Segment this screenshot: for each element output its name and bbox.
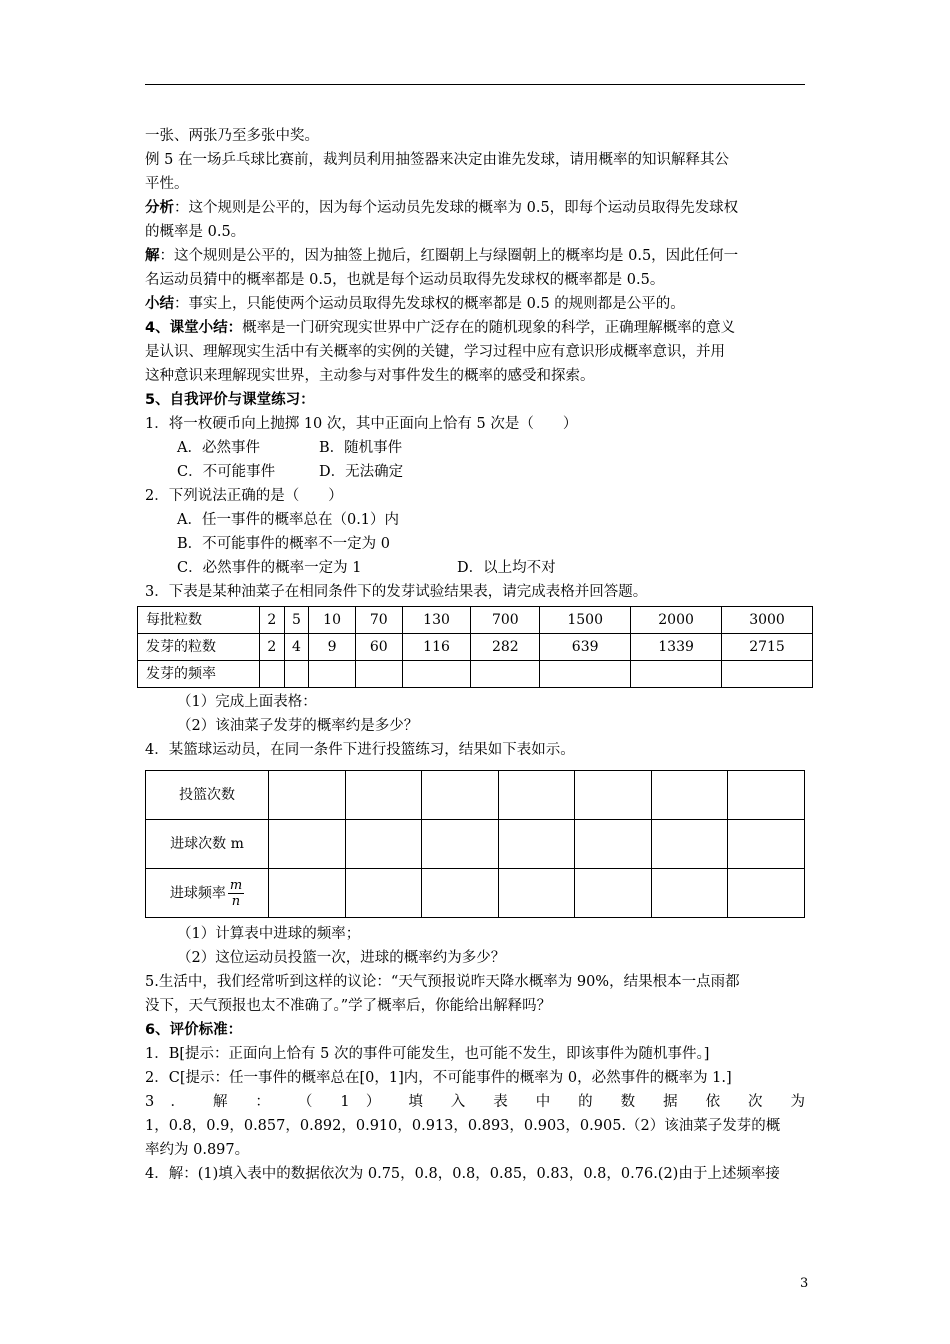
summary-label: 小结 (145, 296, 174, 312)
answer-2: 2．C[提示：任一事件的概率总在[0，1]内，不可能事件的概率为 0，必然事件的概率为 1.] (145, 1070, 732, 1086)
table-cell (498, 869, 575, 918)
table-row (146, 820, 805, 869)
table-cell (309, 661, 356, 688)
table-cell: 70 (355, 607, 402, 634)
table-cell (728, 820, 805, 869)
example-5-line: 平性。 (145, 176, 189, 192)
table-cell (345, 869, 422, 918)
table-cell: 2 (260, 607, 285, 634)
frequency-label-text: 进球频率 (169, 885, 226, 901)
analysis-text: ：这个规则是公平的，因为每个运动员先发球的概率为 0.5，即每个运动员取得先发球权 (174, 200, 739, 216)
question-3-part-1: （1）完成上面表格： (177, 694, 317, 710)
table-cell (728, 771, 805, 820)
table-cell: 1500 (540, 607, 631, 634)
table-cell: 116 (402, 634, 471, 661)
table-cell: 2 (260, 634, 285, 661)
germination-table (137, 606, 813, 688)
question-5-line: 没下，天气预报也太不准确了。”学了概率后，你能给出解释吗？ (145, 998, 552, 1014)
table-cell (269, 771, 346, 820)
fraction-numerator: m (229, 877, 243, 893)
analysis-line: 的概率是 0.5。 (145, 224, 246, 240)
question-4: 4．某篮球运动员，在同一条件下进行投篮练习，结果如下表如示。 (145, 742, 575, 758)
table-row (138, 634, 813, 661)
answer-4: 4．解：(1)填入表中的数据依次为 0.75，0.8，0.8，0.85，0.83，0.8，0.76.(2)由于上述频率接 (145, 1166, 780, 1182)
fraction-denominator: n (231, 893, 241, 909)
section-5-heading: 5、自我评价与课堂练习： (145, 392, 315, 408)
table-cell (540, 661, 631, 688)
table-cell: 130 (402, 607, 471, 634)
table-cell: 4 (284, 634, 309, 661)
row-label-frequency (146, 869, 269, 918)
table-row (146, 771, 805, 820)
question-2-options-row (145, 556, 805, 580)
question-1: 1．将一枚硬币向上抛掷 10 次，其中正面向上恰有 5 次是（ ） (145, 416, 578, 432)
table-cell (631, 661, 722, 688)
question-3: 3．下表是某种油菜子在相同条件下的发芽试验结果表，请完成表格并回答题。 (145, 584, 648, 600)
question-4-part-2: （2）这位运动员投篮一次，进球的概率约为多少？ (177, 950, 506, 966)
section-6-heading: 6、评价标准： (145, 1022, 243, 1038)
answer-3-line: 1，0.8，0.9，0.857，0.892，0.910，0.913，0.893，0.903，0.905.（2）该油菜子发芽的概 (145, 1118, 781, 1134)
table-cell (722, 661, 813, 688)
table-cell (422, 820, 499, 869)
table-cell (260, 661, 285, 688)
table-cell (651, 820, 728, 869)
table-cell (269, 869, 346, 918)
solution-line: 名运动员猜中的概率都是 0.5，也就是每个运动员取得先发球权的概率都是 0.5。 (145, 272, 665, 288)
table-cell (728, 869, 805, 918)
table-cell: 60 (355, 634, 402, 661)
table-cell: 700 (471, 607, 540, 634)
row-label-goals: 进球次数 m (146, 820, 269, 869)
table-cell (471, 661, 540, 688)
table-cell: 1339 (631, 634, 722, 661)
row-label: 每批粒数 (138, 607, 260, 634)
table-row (138, 661, 813, 688)
table-cell (575, 771, 652, 820)
table-cell (345, 820, 422, 869)
table-cell: 639 (540, 634, 631, 661)
analysis-label: 分析 (145, 200, 174, 216)
table-cell (651, 771, 728, 820)
question-5-line: 5.生活中，我们经常听到这样的议论：“天气预报说昨天降水概率为 90%，结果根本一点雨都 (145, 974, 740, 990)
table-cell (422, 869, 499, 918)
question-1-options-row (145, 460, 805, 484)
table-cell: 2715 (722, 634, 813, 661)
table-cell: 5 (284, 607, 309, 634)
table-cell: 9 (309, 634, 356, 661)
table-cell (575, 869, 652, 918)
table-cell: 3000 (722, 607, 813, 634)
section-4-text: 概率是一门研究现实世界中广泛存在的随机现象的科学，正确理解概率的意义 (242, 320, 736, 336)
option-b: B．随机事件 (319, 440, 403, 456)
table-cell (498, 771, 575, 820)
summary-paragraph (145, 292, 805, 316)
table-cell (498, 820, 575, 869)
basketball-table (145, 770, 805, 918)
page-number: 3 (800, 1276, 809, 1291)
option-c: C．不可能事件 (177, 464, 276, 480)
question-2: 2．下列说法正确的是（ ） (145, 488, 343, 504)
analysis-paragraph (145, 196, 805, 220)
row-label: 发芽的粒数 (138, 634, 260, 661)
solution-paragraph (145, 244, 805, 268)
table-row (138, 607, 813, 634)
option-b: B．不可能事件的概率不一定为 0 (177, 536, 390, 552)
table-cell (402, 661, 471, 688)
answer-3-line: 3 ． 解 ： （ 1 ） 填 入 表 中 的 数 据 依 次 为 (145, 1094, 805, 1110)
fraction-m-over-n (228, 878, 244, 909)
solution-label: 解 (145, 248, 160, 264)
option-d: D．无法确定 (319, 464, 404, 480)
table-cell (269, 820, 346, 869)
table-cell: 10 (309, 607, 356, 634)
option-a: A．必然事件 (177, 440, 260, 456)
table-cell (575, 820, 652, 869)
page-content (145, 124, 805, 1186)
section-4-line: 是认识、理解现实生活中有关概率的实例的关键，学习过程中应有意识形成概率意识，并用 (145, 344, 725, 360)
option-d: D．以上均不对 (457, 560, 556, 576)
example-5-line: 例 5 在一场乒乓球比赛前，裁判员利用抽签器来决定由谁先发球，请用概率的知识解释其公 (145, 152, 729, 168)
table-cell: 2000 (631, 607, 722, 634)
table-cell: 282 (471, 634, 540, 661)
section-4-heading: 4、课堂小结： (145, 320, 243, 336)
table-cell (422, 771, 499, 820)
row-label-attempts: 投篮次数 (146, 771, 269, 820)
option-a: A．任一事件的概率总在（0.1）内 (177, 512, 400, 528)
question-3-part-2: （2）该油菜子发芽的概率约是多少？ (177, 718, 419, 734)
text-line: 一张、两张乃至多张中奖。 (145, 128, 319, 144)
header-rule (145, 84, 805, 85)
table-cell (284, 661, 309, 688)
table-cell (651, 869, 728, 918)
table-cell (355, 661, 402, 688)
question-4-part-1: （1）计算表中进球的频率； (177, 926, 361, 942)
row-label: 发芽的频率 (138, 661, 260, 688)
answer-3-line: 率约为 0.897。 (145, 1142, 250, 1158)
solution-text: ：这个规则是公平的，因为抽签上抛后，红圈朝上与绿圈朝上的概率均是 0.5，因此任何一 (159, 248, 739, 264)
option-c: C．必然事件的概率一定为 1 (177, 560, 362, 576)
table-row (146, 869, 805, 918)
answer-1: 1．B[提示：正面向上恰有 5 次的事件可能发生，也可能不发生，即该事件为随机事件。] (145, 1046, 710, 1062)
section-4-paragraph (145, 316, 805, 340)
summary-text: ：事实上，只能使两个运动员取得先发球权的概率都是 0.5 的规则都是公平的。 (174, 296, 685, 312)
section-4-line: 这种意识来理解现实世界，主动参与对事件发生的概率的感受和探索。 (145, 368, 595, 384)
table-cell (345, 771, 422, 820)
question-1-options-row (145, 436, 805, 460)
